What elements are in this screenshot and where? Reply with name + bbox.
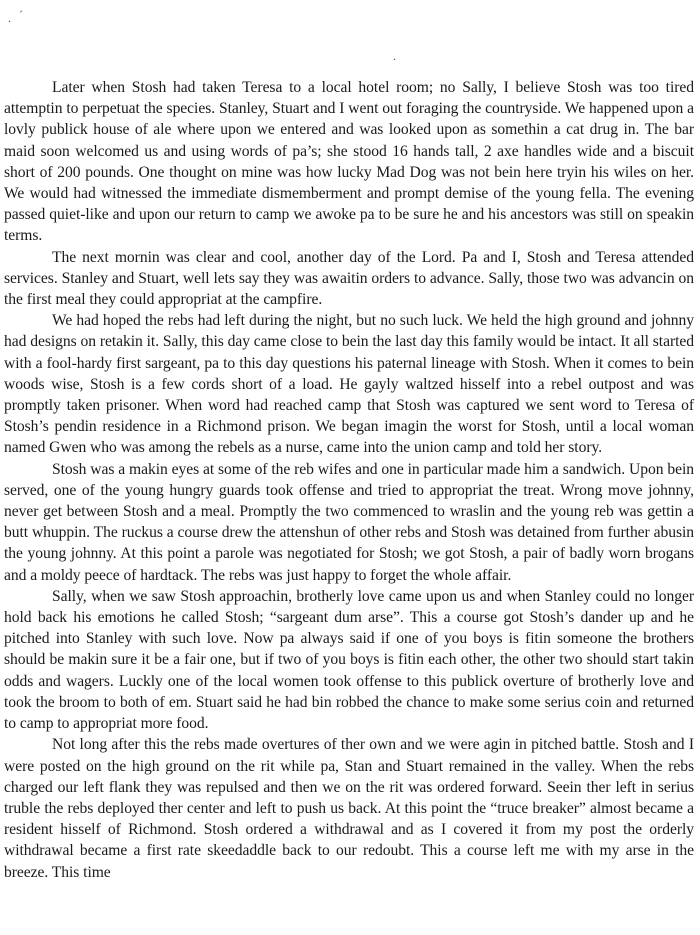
paragraph-stosh-captured: We had hoped the rebs had left during the night, but no such luck. We held the high ground and johnny had designs on retakin it. Sally, this day came close to bein the last day this family would be intact. It all started with a fool-hardy first sargeant, pa to this day questions his paternal lineage with Stosh. When it comes to bein woods wise, Stosh is a few cords short of a load. He gayly waltzed hisself into a rebel outpost and was promptly taken prisoner. When word had reached camp that Stosh was captured we sent word to Teresa of Stosh’s pendin residence in a Richmond prison. We began imagin the worst for Stosh, until a local woman named Gwen who was among the rebels as a nurse, came into the union camp and told her story. bbox=[4, 312, 694, 457]
paragraph-stosh-sandwich: Stosh was a makin eyes at some of the reb wifes and one in particular made him a sandwich. Upon bein served, one of the young hungry guards took offense and tried to appropriat the treat. Wrong move johnny, never get between Stosh and a meal. Promptly the two commenced to wraslin and the young reb was gettin a butt whuppin. The ruckus a course drew the attenshun of other rebs and Stosh was detained from further abusin the young johnny. At this point a parole was negotiated for Stosh; we got Stosh, a pair of badly worn brogans and a moldy peece of hardtack. The rebs was just happy to forget the whole affair. bbox=[4, 460, 694, 584]
letter-body bbox=[4, 77, 694, 883]
paragraph-next-morning: The next mornin was clear and cool, another day of the Lord. Pa and I, Stosh and Teresa attended services. Stanley and Stuart, well lets say they was awaitin orders to advance. Sally, those two was advancin on the first meal they could appropriat at the campfire. bbox=[4, 248, 694, 309]
paragraph-hotel-foraging: Later when Stosh had taken Teresa to a local hotel room; no Sally, I believe Stosh was too tired attemptin to perpetuat the species. Stanley, Stuart and I went out foraging the countryside. We happened upon a lovly publick house of ale where upon we entered and was looked upon as somethin a cat drug in. The bar maid soon welcomed us and using words of pa’s; she stood 16 hands tall, 2 axe handles wide and a biscuit short of 200 pounds. One thought on mine was how lucky Mad Dog was not bein here tryin his wiles on her. We would had witnessed the immediate dismemberment and prompt demise of the young fella. The evening passed quiet-like and upon our return to camp we awoke pa to be sure he and his ancestors was still on speakin terms. bbox=[4, 79, 694, 245]
corner-mark: . bbox=[8, 11, 11, 25]
corner-mark: ˊ bbox=[19, 8, 23, 22]
stray-mark: . bbox=[393, 49, 396, 63]
paragraph-pitched-battle: Not long after this the rebs made overtures of ther own and we were agin in pitched battle. Stosh and I were posted on the high ground on the rit while pa, Stan and Stuart remained in the valley. When the rebs charged our left flank they was repulsed and then we on the rit was ordered forward. Seein ther left in serius truble the rebs deployed ther center and left to push us back. At this point the “truce breaker” almost became a resident hisself of Richmond. Stosh ordered a withdrawal and as I covered it from my post the orderly withdrawal became a first rate skeedaddle back to our redoubt. This a course left me with my arse in the breeze. This time bbox=[4, 736, 694, 881]
paragraph-brotherly-love: Sally, when we saw Stosh approachin, brotherly love came upon us and when Stanley could no longer hold back his emotions he called Stosh; “sargeant dum arse”. This a course got Stosh’s dander up and he pitched into Stanley with such love. Now pa always said if one of you boys is fitin someone the brothers should be makin sure it be a fair one, but if two of you boys is fitin each other, the other two should start takin odds and wagers. Luckly one of the local women took offense to this publick overture of brotherly love and took the broom to both of em. Stuart said he had bin robbed the chance to make some serius coin and returned to camp to appropriat more food. bbox=[4, 587, 694, 733]
